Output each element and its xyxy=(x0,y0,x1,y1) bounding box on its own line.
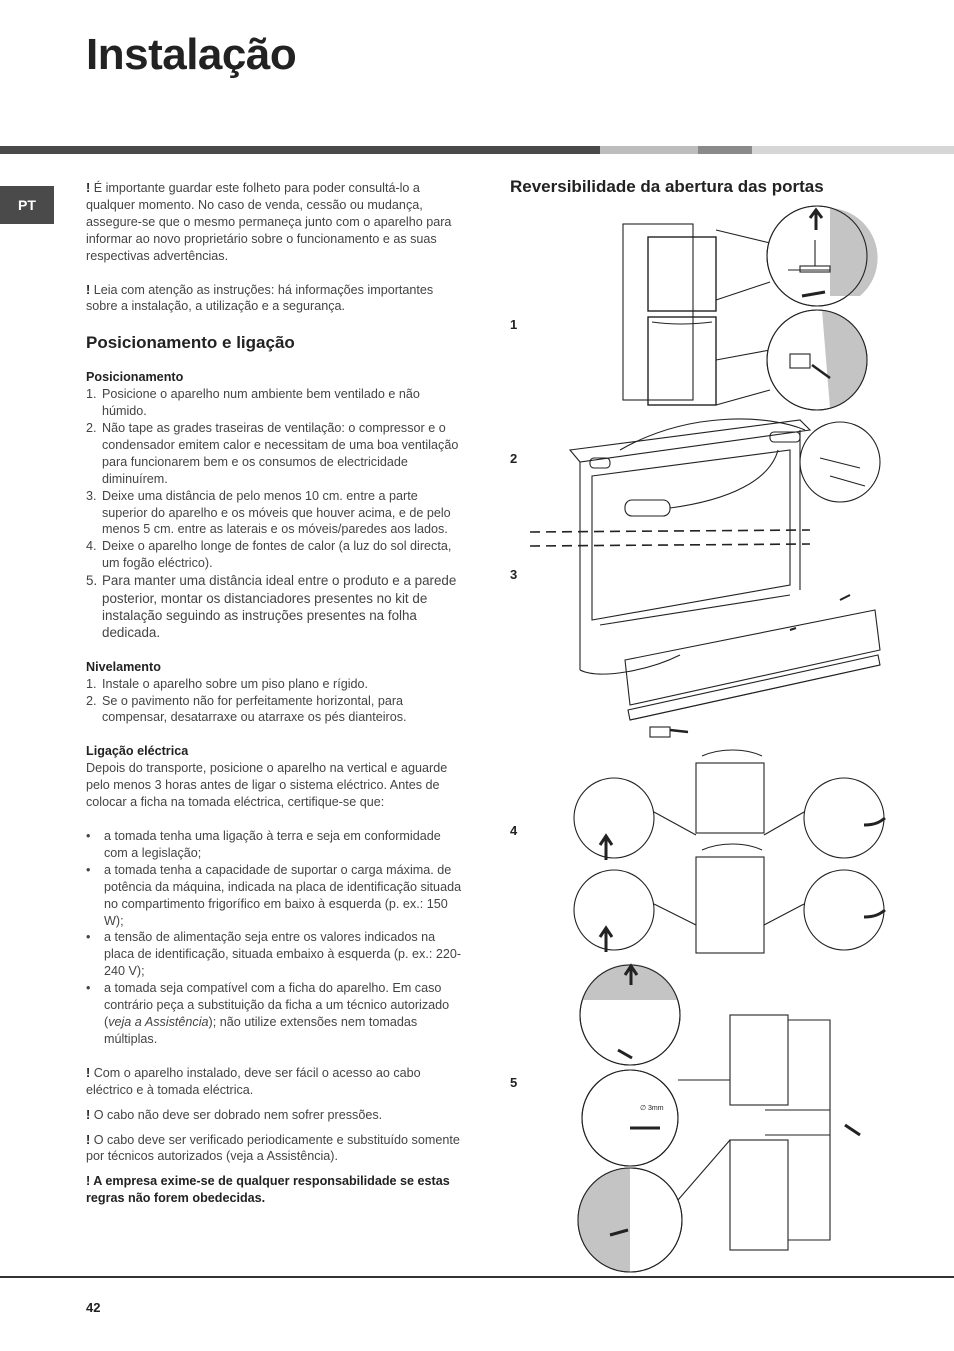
header-bar-pale xyxy=(752,146,954,154)
list-item: • a tensão de alimentação seja entre os valores indicados na placa de identificação, situada embaixo à esquerda (p. ex.: 220-240 V); xyxy=(86,930,462,979)
list-item: 3. Deixe uma distância de pelo menos 10 cm. entre a parte superior do aparelho e os móveis que houver acima, e de pelo menos 5 cm. entre as laterais e os móveis/paredes aos lados. xyxy=(86,488,451,537)
warning-mark: ! xyxy=(86,181,91,195)
step-4-doors xyxy=(574,750,885,953)
list-item: 2. Se o pavimento não for perfeitamente horizontal, para compensar, desatarraxe ou atarraxe os pés dianteiros. xyxy=(86,693,407,725)
step-number-4: 4 xyxy=(510,823,518,838)
left-column xyxy=(86,180,464,1207)
header-bar-dark xyxy=(0,146,600,154)
step-number-2: 2 xyxy=(510,451,518,466)
step-1-detail-bottom xyxy=(716,310,867,410)
step-1-detail-top xyxy=(716,206,878,306)
warning-mark: ! xyxy=(86,282,91,297)
list-item: • a tomada seja compatível com a ficha do aparelho. Em caso contrário peça a substituição da ficha a um técnico autorizado (veja a Assistência); não utilize extensões nem tomadas múltiplas. xyxy=(86,981,450,1046)
list-item: 1. Instale o aparelho sobre um piso plano e rígido. xyxy=(86,676,369,691)
intro-note-1: ! É importante guardar este folheto para poder consultá-lo a qualquer momento. No caso de venda, cessão ou mudança, assegure-se que o mesmo permaneça junto com o aparelho para informar ao novo proprietário sobre o funcionamento e as suas respectivas advertências. xyxy=(86,181,452,263)
warning-3: ! O cabo deve ser verificado periodicamente e substituído somente por técnicos autorizados (veja a Assistência). xyxy=(86,1132,460,1164)
intro-note-2: ! Leia com atenção as instruções: há informações importantes sobre a instalação, a utilização e a segurança. xyxy=(86,282,434,314)
step-number-1: 1 xyxy=(510,317,518,332)
step-5-fridge xyxy=(578,964,860,1272)
list-item: 4. Deixe o aparelho longe de fontes de calor (a luz do sol directa, um fogão eléctrico). xyxy=(86,539,452,571)
reversibility-heading: Reversibilidade da abertura das portas xyxy=(510,177,824,196)
disclaimer: ! A empresa exime-se de qualquer responsabilidade se estas regras não forem obedecidas. xyxy=(86,1174,450,1206)
list-item: • a tomada tenha uma ligação à terra e seja em conformidade com a legislação; xyxy=(86,829,441,860)
page-number: 42 xyxy=(86,1300,101,1315)
electrical-intro: Depois do transporte, posicione o aparelho na vertical e aguarde pelo menos 3 horas antes de ligar o sistema eléctrico. Antes de colocar a ficha na tomada eléctrica, certifique-se que: xyxy=(86,761,448,810)
list-item: 1. Posicione o aparelho num ambiente bem ventilado e não húmido. xyxy=(86,387,420,419)
list-item: 2. Não tape as grades traseiras de ventilação: o compressor e o condensador emitem calor e necessitam de uma boa ventilação para funcionarem bem e os consumos de electricidade diminuírem. xyxy=(86,420,459,486)
section-heading: Posicionamento e ligação xyxy=(86,333,295,353)
warning-2: ! O cabo não deve ser dobrado nem sofrer pressões. xyxy=(86,1107,383,1122)
positioning-list xyxy=(86,386,464,642)
page-title: Instalação xyxy=(86,30,297,79)
header-bar-light xyxy=(600,146,698,154)
door-reversal-diagram xyxy=(530,200,950,1275)
step-2-3-fridge xyxy=(530,419,880,737)
header-bar-mid xyxy=(698,146,752,154)
language-tab: PT xyxy=(0,186,54,224)
electrical-heading: Ligação eléctrica xyxy=(86,744,189,759)
step-number-3: 3 xyxy=(510,567,518,582)
electrical-list xyxy=(86,828,464,1048)
dimension-label: ∅ 3mm xyxy=(640,1105,664,1112)
step-1-fridge xyxy=(623,224,716,405)
list-item: • a tomada tenha a capacidade de suportar o carga máxima. de potência da máquina, indicada na placa de identificação situada no compartimento frigorífico em baixo à esquerda (p. ex.: 150 W); xyxy=(86,862,462,928)
list-item: 5. Para manter uma distância ideal entre o produto e a parede posterior, montar os distanciadores presentes no kit de instalação seguindo as instruções presentes na folha dedicada. xyxy=(86,573,457,641)
leveling-list xyxy=(86,676,464,727)
footer-rule xyxy=(0,1276,954,1278)
leveling-heading: Nivelamento xyxy=(86,659,161,674)
positioning-heading: Posicionamento xyxy=(86,370,184,385)
warning-1: ! Com o aparelho instalado, deve ser fácil o acesso ao cabo eléctrico e à tomada eléctrica. xyxy=(86,1065,421,1097)
step-number-5: 5 xyxy=(510,1075,518,1090)
